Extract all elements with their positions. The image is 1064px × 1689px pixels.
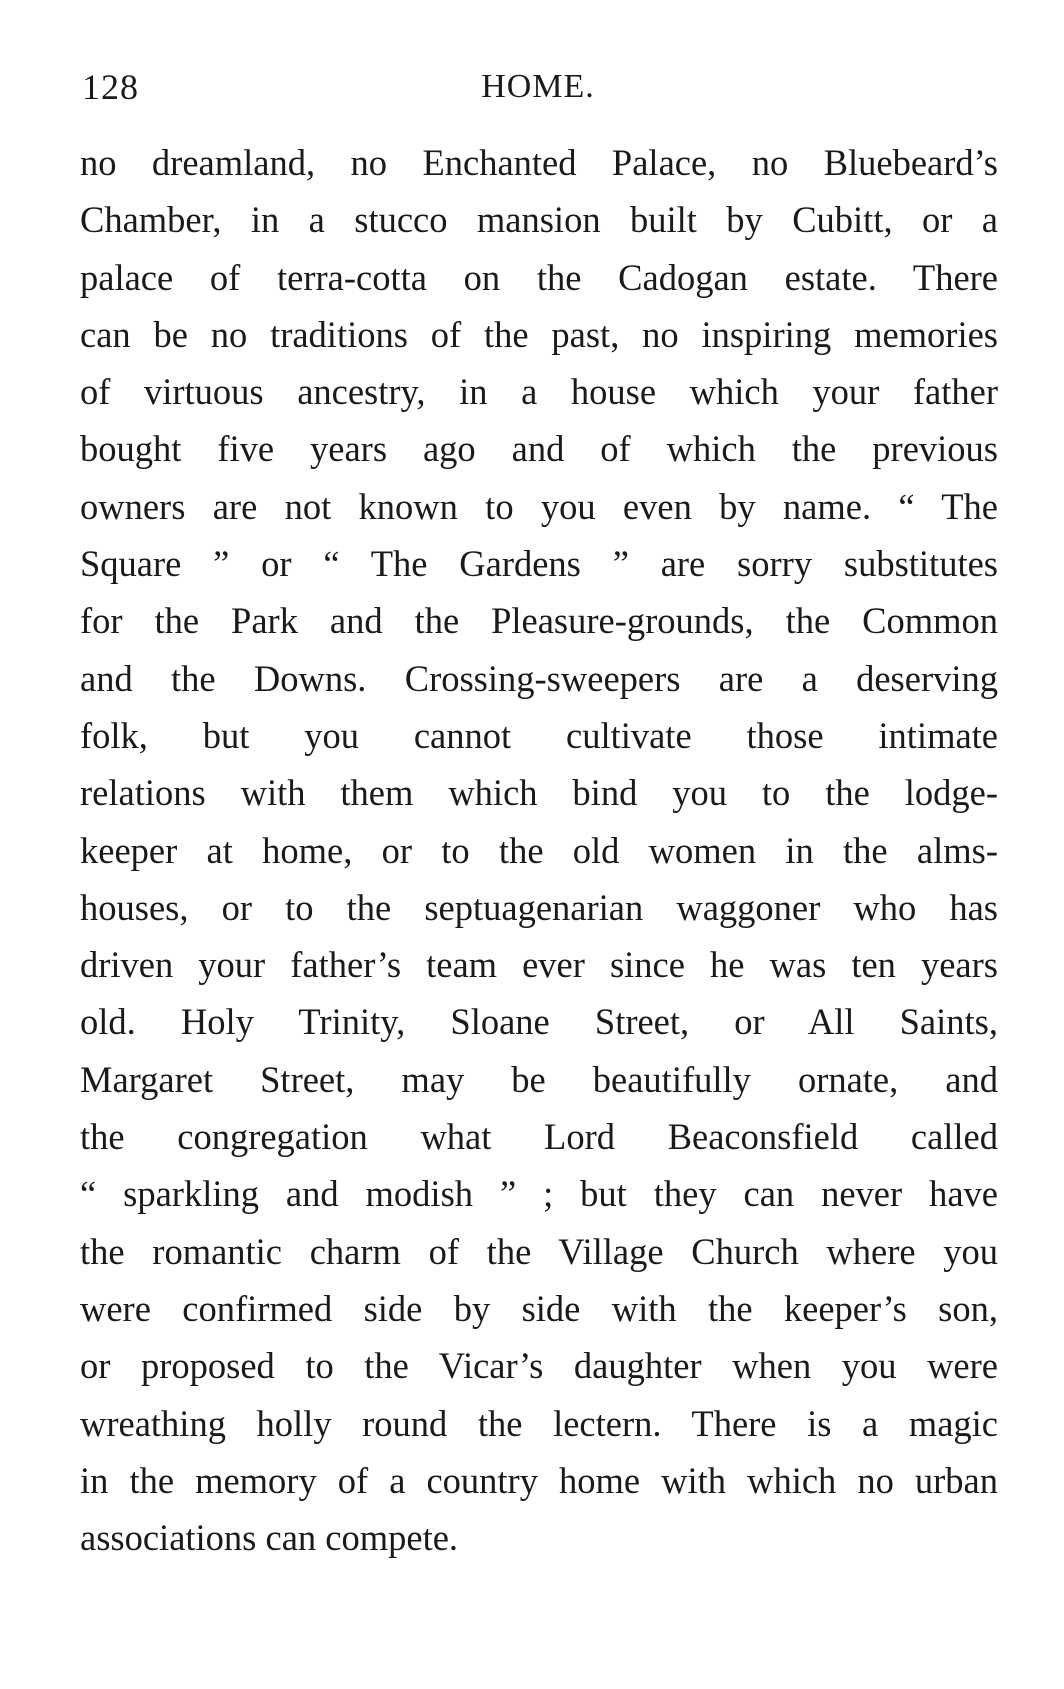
- text-line: or proposed to the Vicar’s daughter when you were: [80, 1345, 998, 1387]
- text-line: wreathing holly round the lectern. There is a magic: [80, 1402, 998, 1444]
- text-line: driven your father’s team ever since he was ten years: [80, 944, 998, 986]
- text-line: were confirmed side by side with the keeper’s son,: [80, 1287, 998, 1329]
- text-line: and the Downs. Crossing-sweepers are a deserving: [80, 657, 998, 699]
- body-text: [80, 134, 998, 1566]
- text-line-last: associations can compete.: [80, 1517, 459, 1559]
- text-line: owners are not known to you even by name. “ The: [80, 485, 998, 527]
- text-line: old. Holy Trinity, Sloane Street, or All Saints,: [80, 1001, 998, 1043]
- text-line: Chamber, in a stucco mansion built by Cubitt, or a: [80, 199, 998, 241]
- page-number: 128: [82, 67, 139, 107]
- text-line: no dreamland, no Enchanted Palace, no Bluebeard’s: [80, 142, 998, 183]
- page-header: [82, 62, 994, 112]
- text-line: keeper at home, or to the old women in the alms-: [80, 829, 998, 871]
- text-line: folk, but you cannot cultivate those intimate: [80, 714, 998, 756]
- text-line: the romantic charm of the Village Church where you: [80, 1230, 998, 1272]
- text-line: bought five years ago and of which the previous: [80, 428, 998, 470]
- text-line: of virtuous ancestry, in a house which your father: [80, 371, 998, 413]
- text-line: the congregation what Lord Beaconsfield called: [80, 1116, 998, 1158]
- text-line: palace of terra-cotta on the Cadogan estate. There: [80, 256, 998, 298]
- text-line: can be no traditions of the past, no inspiring memories: [80, 313, 998, 355]
- text-line: relations with them which bind you to the lodge-: [80, 772, 998, 814]
- running-head: HOME.: [481, 68, 595, 105]
- text-line: in the memory of a country home with which no urban: [80, 1459, 998, 1501]
- text-line: Margaret Street, may be beautifully ornate, and: [80, 1058, 998, 1100]
- text-line: houses, or to the septuagenarian waggoner who has: [80, 886, 998, 928]
- text-line: for the Park and the Pleasure-grounds, the Common: [80, 600, 998, 642]
- text-line: Square ” or “ The Gardens ” are sorry substitutes: [80, 543, 998, 585]
- text-line: “ sparkling and modish ” ; but they can never have: [80, 1173, 998, 1215]
